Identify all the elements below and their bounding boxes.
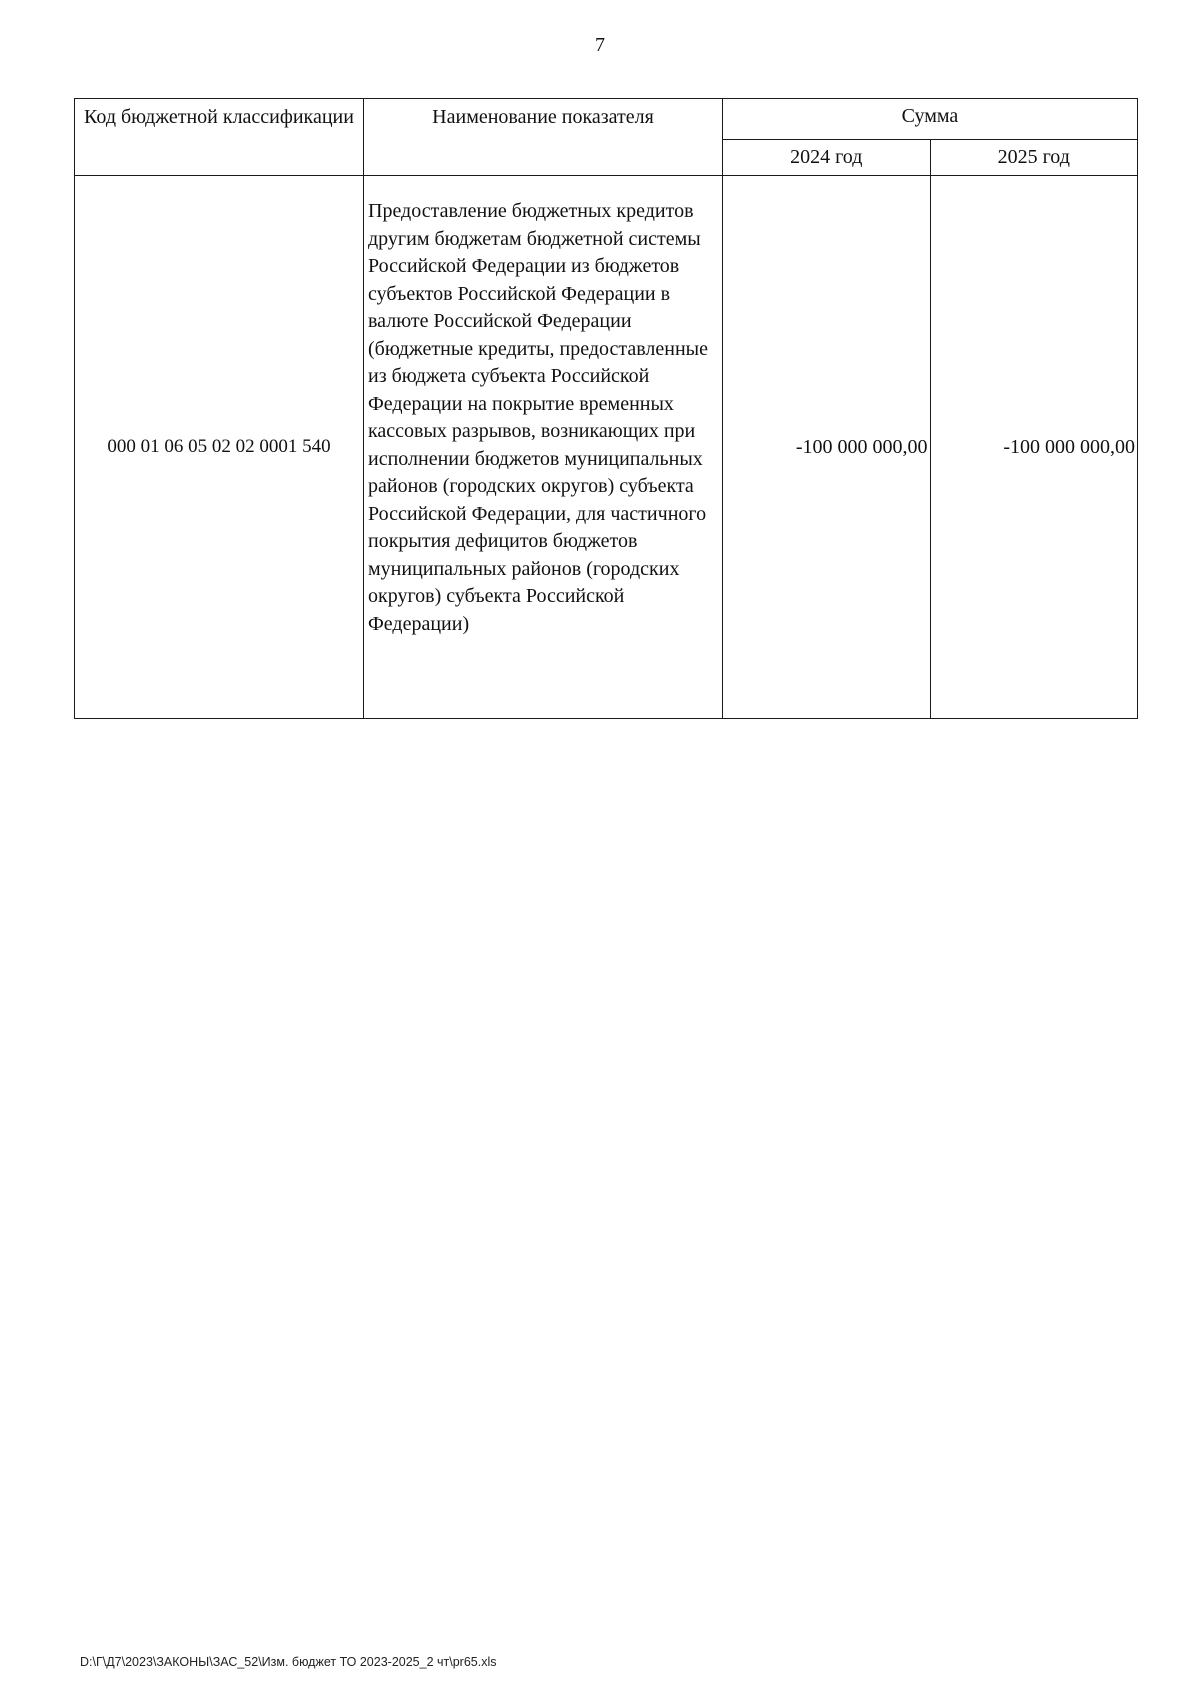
row-amount-2024: -100 000 000,00 xyxy=(723,176,931,719)
footer-file-path: D:\Г\Д7\2023\ЗАКОНЫ\ЗАС_52\Изм. бюджет ТО 2023-2025_2 чт\pr65.xls xyxy=(80,1655,497,1669)
header-year-2025: 2025 год xyxy=(930,139,1138,175)
header-year-2024: 2024 год xyxy=(723,139,931,175)
page-number: 7 xyxy=(595,34,605,56)
header-code: Код бюджетной классификации xyxy=(75,99,364,176)
row-amount-2025: -100 000 000,00 xyxy=(930,176,1138,719)
row-code: 000 01 06 05 02 02 0001 540 xyxy=(75,176,364,719)
header-sum: Сумма xyxy=(723,99,1138,140)
budget-table xyxy=(74,98,1138,719)
table-header-row xyxy=(75,99,1138,140)
row-name: Предоставление бюджетных кредитов другим бюджетам бюджетной системы Российской Федерации из бюджетов субъектов Российской Федерации в валюте Российской Федерации (бюджетные кредиты, предоставленные из бюджета субъекта Российской Федерации на покрытие временных кассовых разрывов, возникающих при исполнении бюджетов муниципальных районов (городских округов) субъекта Российской Федерации, для частичного покрытия дефицитов бюджетов муниципальных районов (городских округов) субъекта Российской Федерации) xyxy=(364,176,723,719)
table-row xyxy=(75,176,1138,719)
header-name: Наименование показателя xyxy=(364,99,723,176)
